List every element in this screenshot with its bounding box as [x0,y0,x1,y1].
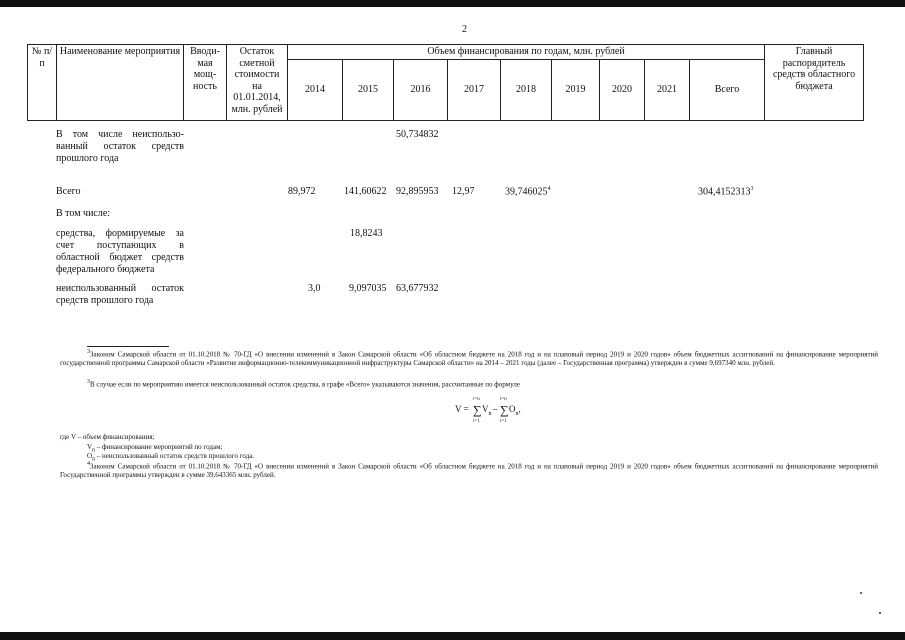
footnote-separator [87,346,169,347]
total-2014: 89,972 [288,186,316,197]
federal-label: средства, формируемые за счет поступающих в областной бюджет средств федерального бюджета [56,228,184,275]
footnote-3b: $^3$В случае если по мероприятию имеется неиспользованный остаток средства, в графе «Всего» указываются значения, рассчитанные по формуле [87,379,520,389]
total-2016: 92,895953 [396,186,439,197]
total-all: 304,4152313$^3$ [698,186,754,198]
header-power: Вводи-мая мощ-ность [184,45,227,121]
where-v: где V – объем финансирования; [60,433,155,441]
where-vn: $V_n$ – финансирование мероприятий по годам; [87,443,223,454]
header-manager: Главный распорядитель средств областного бюджета [765,45,864,121]
total-label: Всего [56,186,81,197]
federal-2015: 18,8243 [350,228,383,239]
page-number: 2 [462,24,467,35]
header-name: Наименование мероприятия [57,45,184,121]
bottom-border [0,632,905,640]
year-2019: 2019 [552,59,600,120]
year-total: Всего [690,59,765,120]
prev-label: неиспользованный остаток средств прошлого года [56,283,184,306]
unused-label: В том числе неиспользо-ванный остаток средств прошлого года [56,129,184,164]
header-balance: Остаток сметной стоимости на 01.01.2014, млн. рублей [227,45,288,121]
year-2020: 2020 [600,59,645,120]
top-border [0,0,905,7]
footnote-4: $^4$Законом Самарской области от 01.10.2018 № 70-ГД «О внесении изменений в Закон Самарской области «Об областном бюджете на 2018 год и на плановый период 2019 и 2020 годов» объем бюджетных ассигнований на финансирование мероприятий Государственной программы утвержден в сумме 39,643365 млн. рублей. [60,461,878,480]
prev-2014: 3,0 [308,283,321,294]
year-2018: 2018 [501,59,552,120]
header-table [27,44,864,121]
total-2018: 39,746025$^4$ [505,186,551,198]
total-2015: 141,60622 [344,186,387,197]
header-num: № п/п [28,45,57,121]
formula: V = i=n ∑ i=1 $V_n$ – i=n ∑ i=1 $O_n$, [455,397,521,424]
footnote-3: $^3$Законом Самарской области от 01.10.2018 № 70-ГД «О внесении изменений в Закон Самарской области «Об областном бюджете на 2018 год и на плановый период 2019 и 2020 годов» объем бюджетных ассигнований на финансирование мероприятий государственной программы Самарской области «Развитие информационно-телекоммуникационной инфраструктуры Самарской области» на 2014 – 2021 годы (далее – Государственная программа) утвержден в сумме 9,697340 млн. рублей. [60,349,878,368]
header-funding: Объем финансирования по годам, млн. рублей [288,45,765,60]
prev-2015: 9,097035 [349,283,387,294]
including-label: В том числе: [56,208,111,219]
year-2021: 2021 [645,59,690,120]
prev-2016: 63,677932 [396,283,439,294]
year-2015: 2015 [343,59,394,120]
total-2017: 12,97 [452,186,475,197]
where-on: $O_n$ – неиспользованный остаток средств прошлого года. [87,452,255,463]
year-2017: 2017 [448,59,501,120]
year-2016: 2016 [394,59,448,120]
unused-2016: 50,734832 [396,129,439,140]
scan-speck [879,612,881,614]
scan-speck [860,592,862,594]
year-2014: 2014 [288,59,343,120]
